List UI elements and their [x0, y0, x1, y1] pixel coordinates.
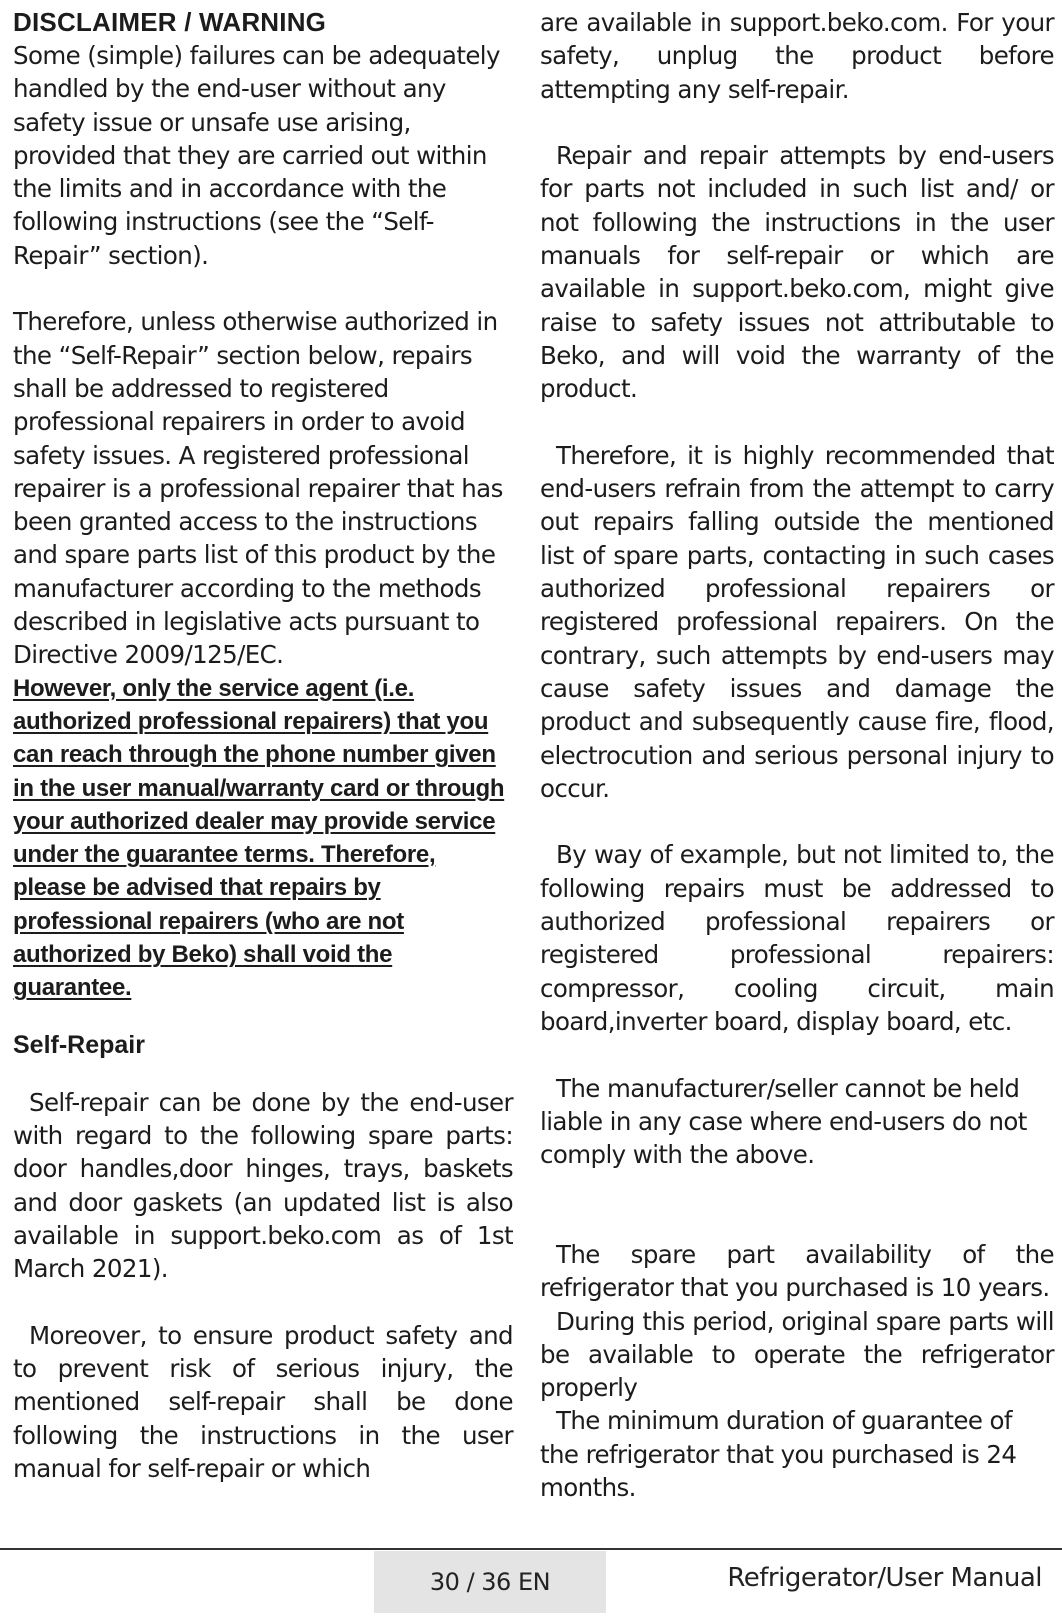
paragraph-gap — [540, 1038, 1054, 1071]
left-column — [13, 6, 513, 1485]
right-column — [540, 6, 1054, 1504]
liability-paragraph: The manufacturer/seller cannot be held liable in any case where end-users do not comply with the above. — [540, 1073, 1027, 1170]
page-number: 30 / 36 EN — [374, 1551, 606, 1613]
repair-attempts-paragraph: Repair and repair attempts by end-users for parts not included in such list and/ or not following the instructions in the user manuals for self-repair or which are available in support.beko.com, might give raise to safety issues not attributable to Beko, and will void the warranty of the product. — [540, 141, 1054, 404]
guarantee-warning: However, only the service agent (i.e. authorized professional repairers) that you can reach through the phone number given in the user manual/warranty card or through your authorized dealer may provide service under the guarantee terms. Therefore, please be advised that repairs by professional repairers (who are not authorized by Beko) shall void the guarantee. — [13, 674, 505, 1002]
original-parts-paragraph: During this period, original spare parts will be available to operate the refrigerator properly — [540, 1306, 1054, 1403]
registered-repairers-paragraph: Therefore, unless otherwise authorized in the “Self-Repair” section below, repairs shall be addressed to registered professional repairers in order to avoid safety issues. A registered professional repairer is a professional repairer that has been granted access to the instructions and spare parts list of this product by the manufacturer according to the methods described in legislative acts pursuant to Directive 2009/125/EC. — [13, 307, 503, 670]
paragraph-gap — [540, 406, 1054, 439]
document-title: Refrigerator/User Manual — [727, 1563, 1042, 1593]
paragraph-gap — [540, 106, 1054, 139]
paragraph-gap — [13, 272, 513, 305]
paragraph-gap — [13, 1005, 513, 1029]
repair-examples-paragraph: By way of example, but not limited to, the following repairs must be addressed to authorized professional repairers or registered professional repairers: compressor, cooling circuit, main board,inverter board, display board, etc. — [540, 840, 1054, 1036]
failures-paragraph: Some (simple) failures can be adequately handled by the end-user without any safety issue or unsafe use arising, provided that they are carried out within the limits and in accordance with the following instructions (see the “Self-Repair” section). — [13, 41, 500, 270]
paragraph-gap — [13, 1285, 513, 1318]
support-site-paragraph: are available in support.beko.com. For your safety, unplug the product before attempting any self-repair. — [540, 8, 1054, 104]
self-repair-heading: Self-Repair — [13, 1030, 145, 1059]
self-repair-safety-paragraph: Moreover, to ensure product safety and to prevent risk of serious injury, the mentioned self-repair shall be done following the instructions in the user manual for self-repair or which — [13, 1320, 513, 1483]
guarantee-duration-paragraph: The minimum duration of guarantee of the refrigerator that you purchased is 24 months. — [540, 1406, 1017, 1503]
disclaimer-heading: DISCLAIMER / WARNING — [13, 7, 327, 37]
paragraph-gap — [540, 1205, 1054, 1238]
self-repair-parts-paragraph: Self-repair can be done by the end-user with regard to the following spare parts: door handles,door hinges, trays, baskets and door gaskets (an updated list is also available in support.beko.com as of 1st March 2021). — [13, 1087, 513, 1284]
footer-divider — [0, 1548, 1062, 1550]
paragraph-gap — [540, 805, 1054, 838]
paragraph-gap — [540, 1171, 1054, 1204]
spare-part-availability-paragraph: The spare part availability of the refrigerator that you purchased is 10 years. — [540, 1239, 1054, 1303]
recommendation-paragraph: Therefore, it is highly recommended that end-users refrain from the attempt to carry out repairs falling outside the mentioned list of spare parts, contacting in such cases authorized professional repairers or registered professional repairers. On the contrary, such attempts by end-users may cause safety issues and damage the product and subsequently cause fire, flood, electrocution and serious personal injury to occur. — [540, 440, 1054, 803]
paragraph-gap — [13, 1062, 513, 1086]
